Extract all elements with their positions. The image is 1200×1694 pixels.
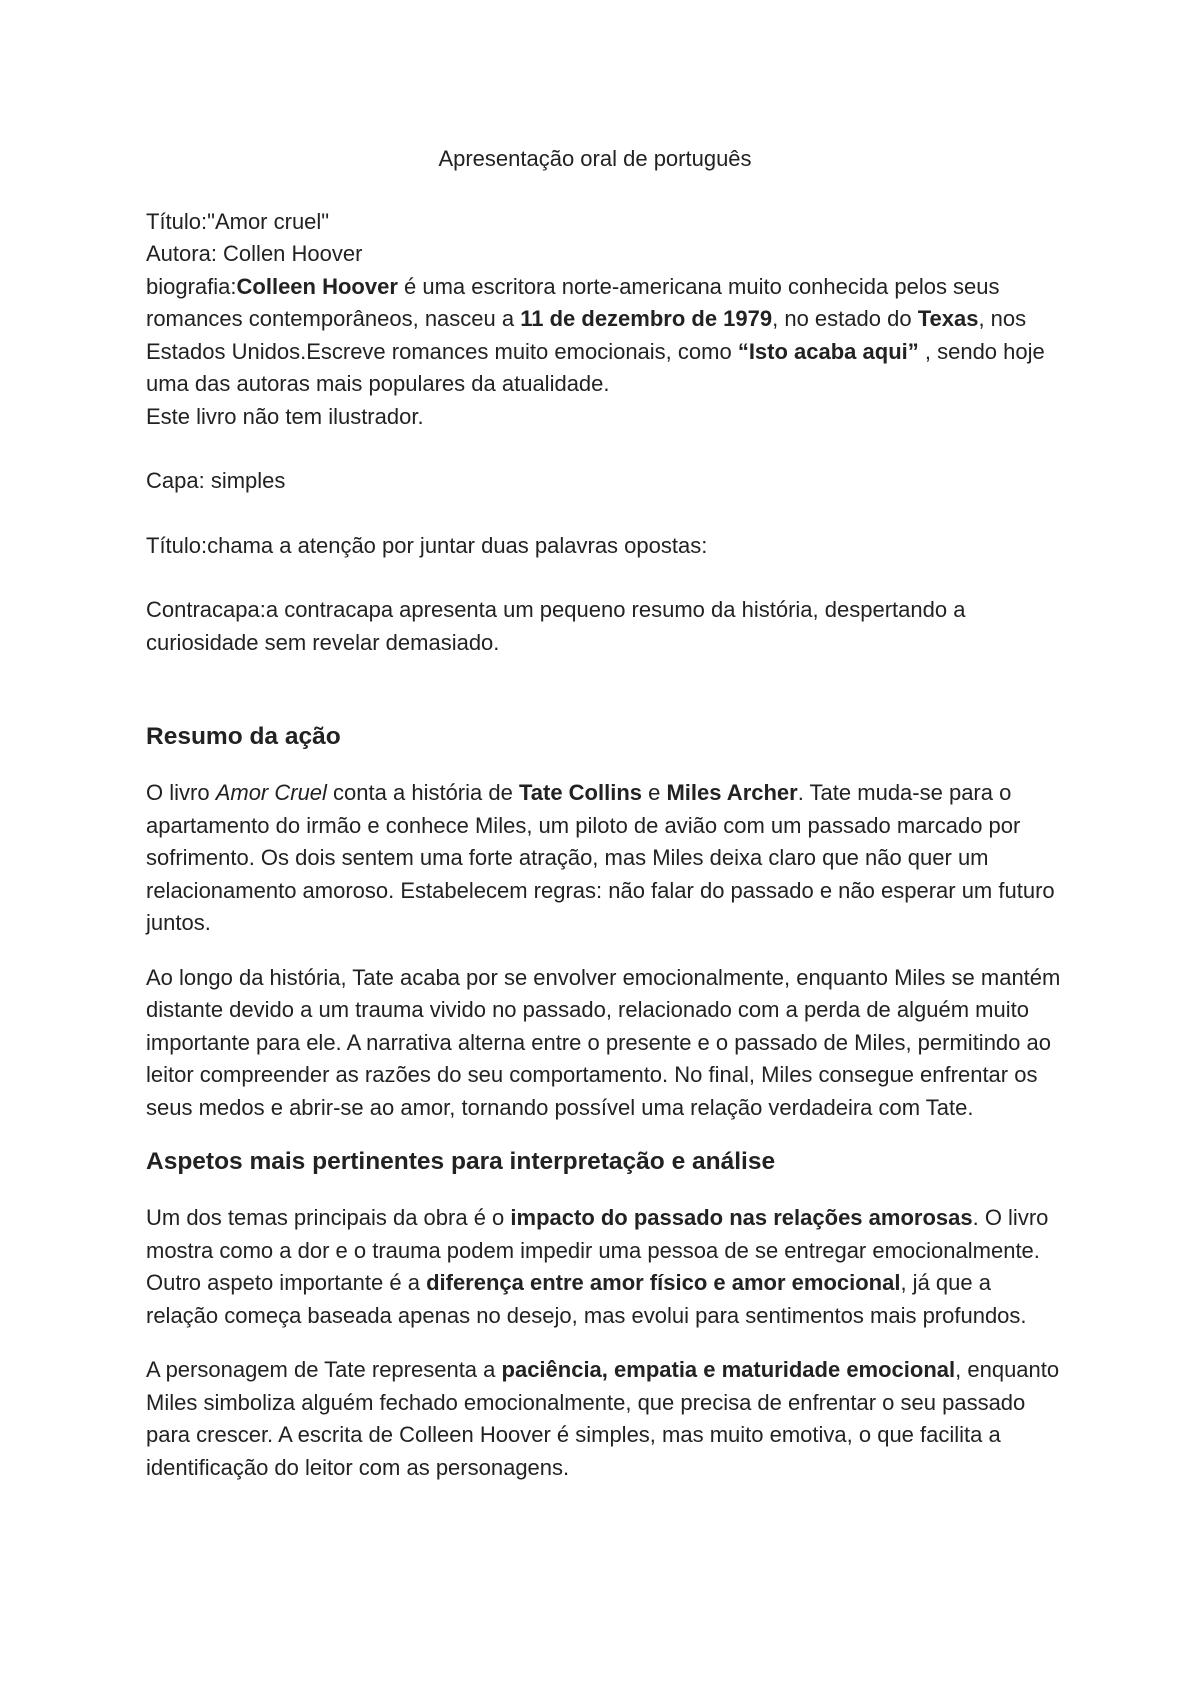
summary-text: O livro	[146, 780, 216, 805]
analysis-text: A personagem de Tate representa a	[146, 1357, 502, 1382]
section-heading-analysis: Aspetos mais pertinentes para interpretação e análise	[146, 1148, 776, 1175]
section-heading-summary: Resumo da ação	[146, 723, 341, 750]
info-author-label: Autora:	[146, 241, 224, 266]
analysis-text: , já que a relação começa baseada apenas no desejo, mas evolui para sentimentos mais profundos.	[146, 1270, 1027, 1328]
summary-paragraph-2: Ao longo da história, Tate acaba por se envolver emocionalmente, enquanto Miles se mantém distante devido a um trauma vivido no passado, relacionado com a perda de alguém muito importante para ele. A narrativa alterna entre o presente e o passado de Miles, permitindo ao leitor compreender as razões do seu comportamento. No final, Miles consegue enfrentar os seus medos e abrir-se ao amor, tornando possível uma relação verdadeira com Tate.	[146, 964, 1061, 1120]
bio-author-name: Colleen Hoover	[236, 273, 398, 299]
analysis-text: . O livro mostra como a dor e o trauma podem impedir uma pessoa de se entregar emocionalmente. Outro aspeto importante é a	[146, 1205, 1049, 1295]
info-back-cover: Contracapa:a contracapa apresenta um pequeno resumo da história, despertando a curiosidade sem revelar demasiado.	[146, 597, 966, 655]
bio-text: , nos Estados Unidos.Escreve romances muito emocionais, como	[146, 306, 1027, 364]
analysis-highlight: paciência, empatia e maturidade emocional	[501, 1357, 956, 1382]
bio-text: , sendo hoje uma das autoras mais populares da atualidade.	[146, 338, 1045, 396]
info-illustrator: Este livro não tem ilustrador.	[146, 403, 424, 429]
page-title: Apresentação oral de português	[438, 146, 752, 171]
info-biography	[146, 271, 1066, 401]
summary-paragraph-1	[146, 777, 1066, 940]
document-body	[146, 143, 1066, 1484]
summary-book-title: Amor Cruel	[215, 780, 327, 805]
analysis-paragraph-2	[146, 1354, 1066, 1484]
summary-text: . Tate muda-se para o apartamento do irmão e conhece Miles, um piloto de avião com um passado marcado por sofrimento. Os dois sentem uma forte atração, mas Miles deixa claro que não quer um relacionamento amoroso. Estabelecem regras: não falar do passado e não esperar um futuro juntos.	[146, 780, 1055, 935]
info-title-value: "Amor cruel"	[207, 208, 330, 234]
summary-text: e	[642, 780, 667, 805]
bio-text: , no estado do	[772, 306, 918, 331]
bio-book-title: “Isto acaba aqui”	[737, 338, 919, 364]
info-title-label: Título:	[146, 208, 208, 234]
bio-state: Texas	[917, 306, 979, 331]
info-title-line	[146, 206, 1066, 239]
analysis-highlight: diferença entre amor físico e amor emocional	[426, 1270, 901, 1295]
analysis-text: , enquanto Miles simboliza alguém fechado emocionalmente, que precisa de enfrentar o seu passado para crescer. A escrita de Colleen Hoover é simples, mas muito emotiva, o que facilita a identificação do leitor com as personagens.	[146, 1357, 1060, 1480]
info-author-line	[146, 238, 1066, 271]
summary-text: conta a história de	[326, 780, 519, 805]
info-cover: Capa: simples	[146, 468, 286, 493]
summary-character-miles: Miles Archer	[666, 780, 798, 805]
summary-character-tate: Tate Collins	[518, 780, 643, 805]
analysis-paragraph-1	[146, 1202, 1066, 1332]
info-title-note: Título:chama a atenção por juntar duas palavras opostas:	[146, 532, 708, 558]
analysis-highlight: impacto do passado nas relações amorosas	[510, 1205, 973, 1230]
bio-birth-date: 11 de dezembro de 1979	[520, 306, 773, 331]
bio-text: é uma escritora norte-americana muito conhecida pelos seus romances contemporâneos, nasceu a	[146, 273, 1000, 331]
bio-label: biografia:	[146, 273, 237, 299]
analysis-text: Um dos temas principais da obra é o	[146, 1205, 511, 1230]
info-author-value: Collen Hoover	[223, 241, 363, 266]
